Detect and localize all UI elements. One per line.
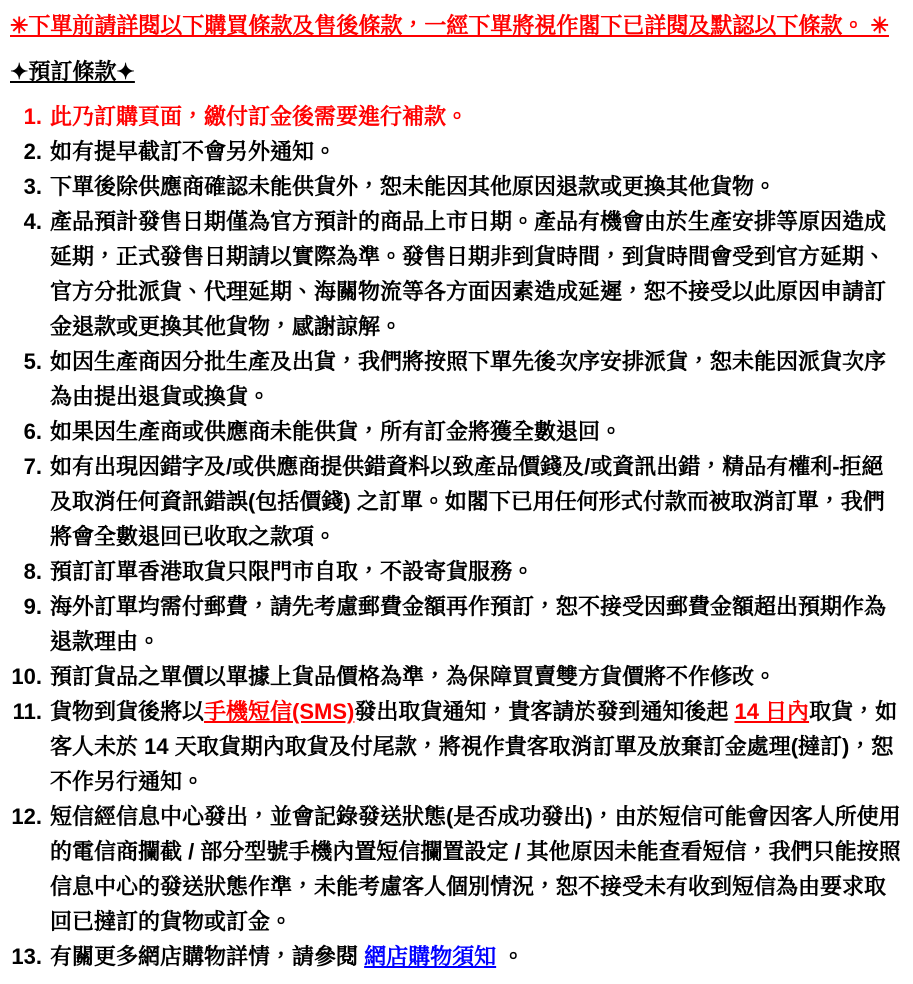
term-item [23,589,901,659]
term-item [23,414,901,449]
term-number: 3. [23,174,42,199]
term-text-segment: 。 [496,944,525,969]
term-text-segment: 預訂貨品之單價以單據上貨品價格為準，為保障買賣雙方貨價將不作修改。 [50,664,777,689]
term-text-segment: 如有出現因錯字及/或供應商提供錯資料以致產品價錢及/或資訊出錯，精品有權利-拒絕及取消任何資訊錯誤(包括價錢) 之訂單。如閣下已用任何形式付款而被取消訂單，我們將會全數退回已收取之款項。 [50,454,885,549]
page-title-warning: ✳下單前請詳閱以下購買條款及售後條款，一經下單將視作閣下已詳閱及默認以下條款。 ✳ [10,13,889,38]
term-number: 5. [23,349,42,374]
term-text-segment: 此乃訂購頁面，繳付訂金後需要進行補款。 [50,104,469,129]
term-text-segment: 如因生產商因分批生產及出貨，我們將按照下單先後次序安排派貨，恕未能因派貨次序為由提出退貨或換貨。 [50,349,887,409]
term-text-segment: 如果因生產商或供應商未能供貨，所有訂金將獲全數退回。 [50,419,623,444]
term-text-segment: 14 日內 [734,699,810,724]
term-item [11,939,901,974]
term-text-segment: 產品預計發售日期僅為官方預計的商品上市日期。產品有機會由於生產安排等原因造成延期，正式發售日期請以實際為準。發售日期非到貨時間，到貨時間會受到官方延期、官方分批派貨、代理延期、海關物流等各方面因素造成延遲，恕不接受以此原因申請訂金退款或更換其他貨物，感謝諒解。 [50,209,887,339]
term-text-segment: 取貨，如客人未於 14 天取貨期內取貨及付尾款，將視作貴客取消訂單及放棄訂金處理(撻訂)，恕不作另行通知。 [50,699,898,794]
term-number: 13. [11,944,42,969]
term-item [23,449,901,554]
term-number: 10. [11,664,42,689]
term-text-segment: 貨物到貨後將以 [50,699,205,724]
term-text-segment: 海外訂單均需付郵費，請先考慮郵費金額再作預訂，恕不接受因郵費金額超出預期作為退款理由。 [50,594,887,654]
term-number: 7. [23,454,42,479]
term-number: 1. [23,104,42,129]
term-item [23,554,901,589]
term-item [23,99,901,134]
term-number: 4. [23,209,42,234]
store-shopping-notice-link[interactable]: 網店購物須知 [364,944,497,969]
term-number: 12. [11,804,42,829]
term-item [11,799,901,939]
term-item [23,134,901,169]
term-number: 9. [23,594,42,619]
term-text-segment: 如有提早截訂不會另外通知。 [50,139,337,164]
terms-list [10,99,901,974]
term-text-segment: 短信經信息中心發出，並會記錄發送狀態(是否成功發出)，由於短信可能會因客人所使用的電信商攔截 / 部分型號手機內置短信攔置設定 / 其他原因未能查看短信，我們只能按照信息中心的發送狀態作準，未能考慮客人個別情況，恕不接受未有收到短信為由要求取回已撻訂的貨物或訂金。 [50,804,901,934]
term-text-segment: 預訂訂單香港取貨只限門市自取，不設寄貨服務。 [50,559,535,584]
term-item [23,204,901,344]
term-text-segment: 有關更多網店購物詳情，請參閱 [50,944,365,969]
term-item [23,169,901,204]
term-number: 2. [23,139,42,164]
term-text-segment: 手機短信(SMS) [204,699,355,724]
term-number: 8. [23,559,42,584]
term-number: 11. [12,699,42,724]
section-heading-preorder-terms: ✦預訂條款✦ [10,59,135,84]
term-text-segment: 下單後除供應商確認未能供貨外，恕未能因其他原因退款或更換其他貨物。 [50,174,777,199]
term-item [11,659,901,694]
term-item [12,694,901,799]
term-item [23,344,901,414]
term-number: 6. [23,419,42,444]
term-text-segment: 發出取貨通知，貴客請於發到通知後起 [354,699,735,724]
